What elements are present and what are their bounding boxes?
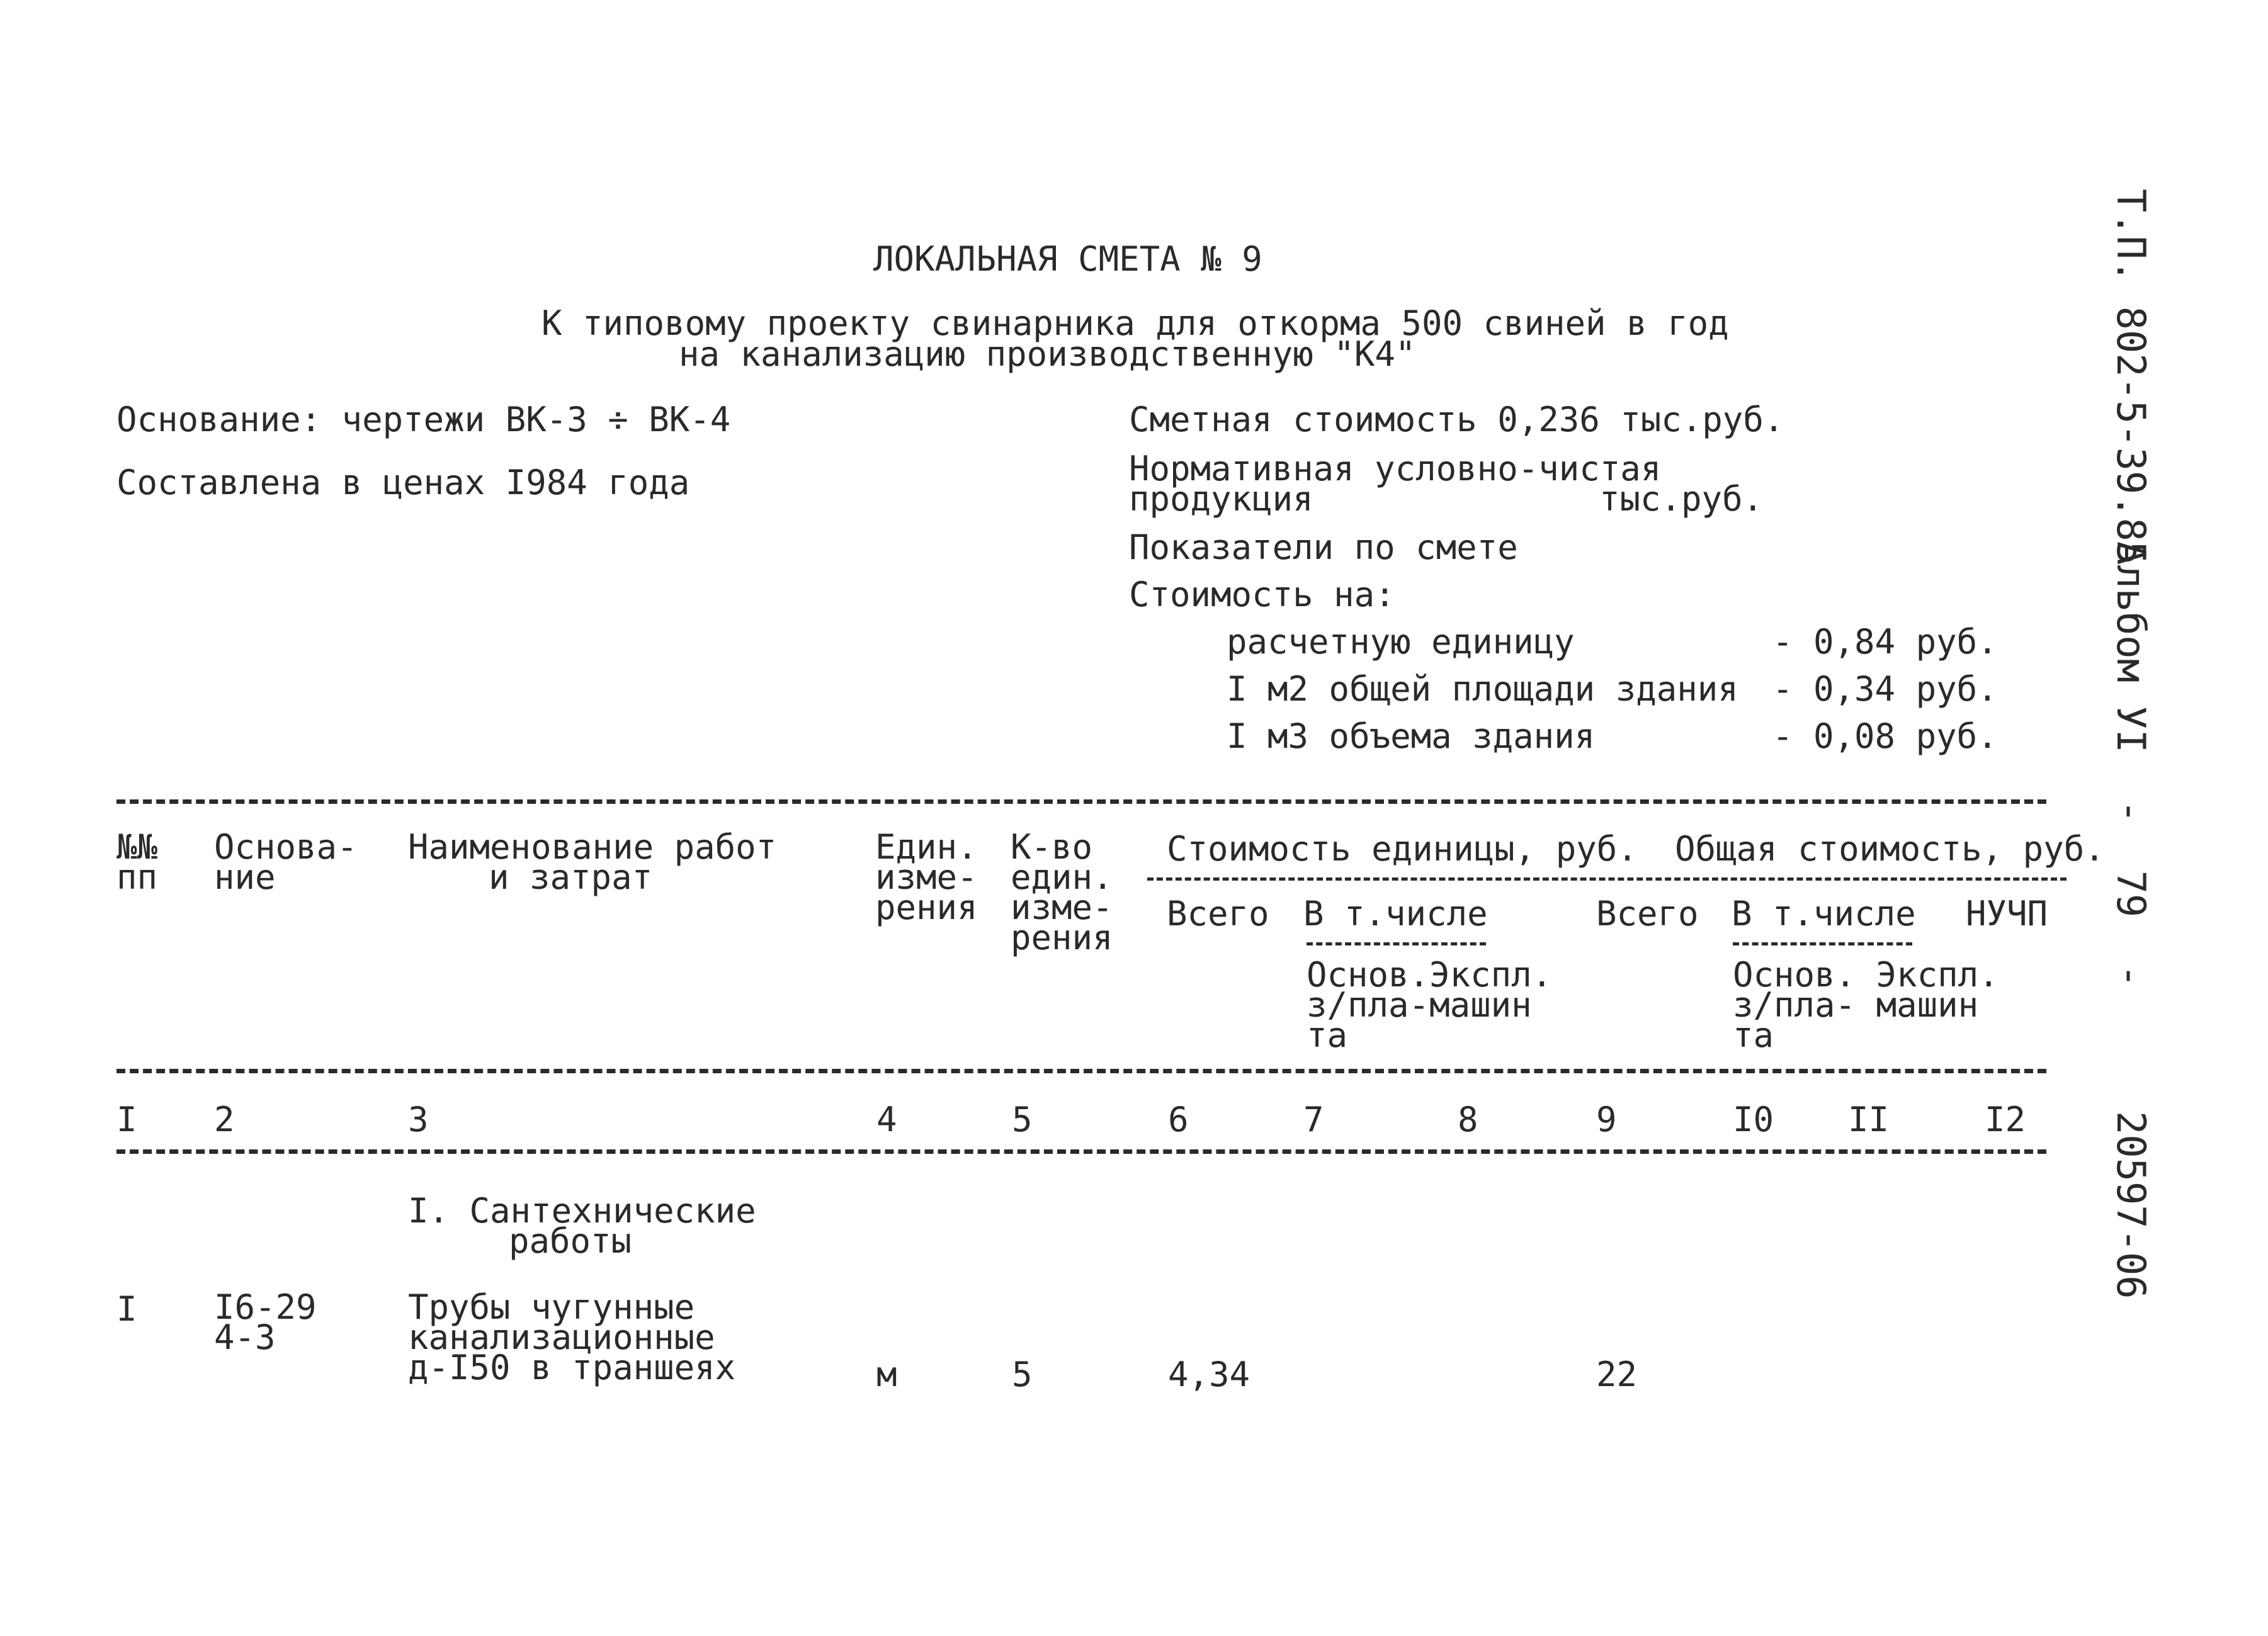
cost-for-heading: Стоимость на: [1129, 575, 1395, 614]
indicator-label: расчетную единицу [1227, 622, 1575, 662]
document-title: ЛОКАЛЬНАЯ СМЕТА № 9 [873, 239, 1262, 279]
header-unit: Един. изме- рения [875, 827, 978, 927]
document-subtitle-line2: на канализацию производственную "К4" [679, 334, 1416, 374]
header-unit-total: Всего [1167, 894, 1269, 934]
indicator-label: I м2 общей площади здания [1227, 669, 1738, 709]
section-heading: I. Сантехнические работы [408, 1191, 756, 1261]
normative-unit: тыс.руб. [1599, 479, 1764, 519]
cost-header-rule [1147, 877, 2067, 881]
total-incl-rule [1733, 942, 1912, 945]
header-unit-sub: Основ.Экспл. з/пла-машин та [1307, 955, 1553, 1055]
album-stamp: Альбом УI - 79 - [2108, 541, 2154, 988]
prices-text: Составлена в ценах I984 года [116, 463, 690, 502]
header-total-total: Всего [1596, 894, 1699, 934]
header-total-sub: Основ. Экспл. з/пла- машин та [1733, 955, 1999, 1055]
project-code-stamp: Т.П. 802-5-39.85 [2108, 189, 2154, 565]
indicator-value: - 0,34 руб. [1772, 669, 1998, 709]
col-number: 7 [1303, 1100, 1324, 1139]
row-unit-total: 4,34 [1168, 1355, 1250, 1394]
table-top-rule [116, 799, 2046, 804]
col-number: 8 [1458, 1100, 1478, 1139]
header-nuchp: НУЧП [1966, 894, 2048, 934]
row-unit: м [876, 1355, 897, 1394]
header-total-cost: Общая стоимость, руб. [1675, 829, 2105, 869]
indicator-value: - 0,84 руб. [1772, 622, 1998, 662]
col-number: 5 [1012, 1100, 1033, 1139]
row-name: Трубы чугунные канализационные д-I50 в траншеях [408, 1287, 736, 1387]
header-total-incl: В т.числе [1732, 894, 1916, 934]
row-total: 22 [1596, 1355, 1638, 1394]
normative-line1: Нормативная условно-чистая [1129, 449, 1662, 488]
header-num: №№ пп [116, 827, 158, 897]
unit-incl-rule [1307, 942, 1486, 945]
normative-line2: продукция [1129, 479, 1313, 519]
header-qty: К-во един. изме- рения [1011, 827, 1113, 957]
inventory-stamp: 20597-06 [2108, 1111, 2154, 1299]
row-qty: 5 [1012, 1355, 1033, 1394]
row-num: I [116, 1289, 137, 1329]
estimated-cost: Сметная стоимость 0,236 тыс.руб. [1129, 400, 1784, 439]
row-basis: I6-29 4-3 [214, 1287, 317, 1357]
header-unit-incl: В т.числе [1303, 894, 1488, 934]
indicator-label: I м3 объема здания [1227, 716, 1596, 756]
indicator-value: - 0,08 руб. [1772, 716, 1998, 756]
indicators-heading: Показатели по смете [1129, 527, 1518, 567]
document-subtitle-line1: К типовому проекту свинарника для откорма 500 свиней в год [541, 303, 1729, 343]
col-number: II [1848, 1100, 1890, 1139]
col-number: 4 [876, 1100, 897, 1139]
header-bottom-rule [116, 1069, 2046, 1073]
header-unit-cost: Стоимость единицы, руб. [1167, 829, 1638, 869]
col-number: I2 [1985, 1100, 2026, 1139]
col-number: 9 [1596, 1100, 1617, 1139]
basis-text: Основание: чертежи ВК-3 ÷ ВК-4 [116, 400, 731, 439]
col-number: 2 [214, 1100, 235, 1139]
header-name: Наименование работ и затрат [408, 827, 777, 897]
header-basis: Основа- ние [214, 827, 358, 897]
col-number: 3 [408, 1100, 429, 1139]
col-numbers-rule [116, 1149, 2046, 1154]
col-number: I0 [1733, 1100, 1774, 1139]
col-number: I [116, 1100, 137, 1139]
col-number: 6 [1168, 1100, 1189, 1139]
